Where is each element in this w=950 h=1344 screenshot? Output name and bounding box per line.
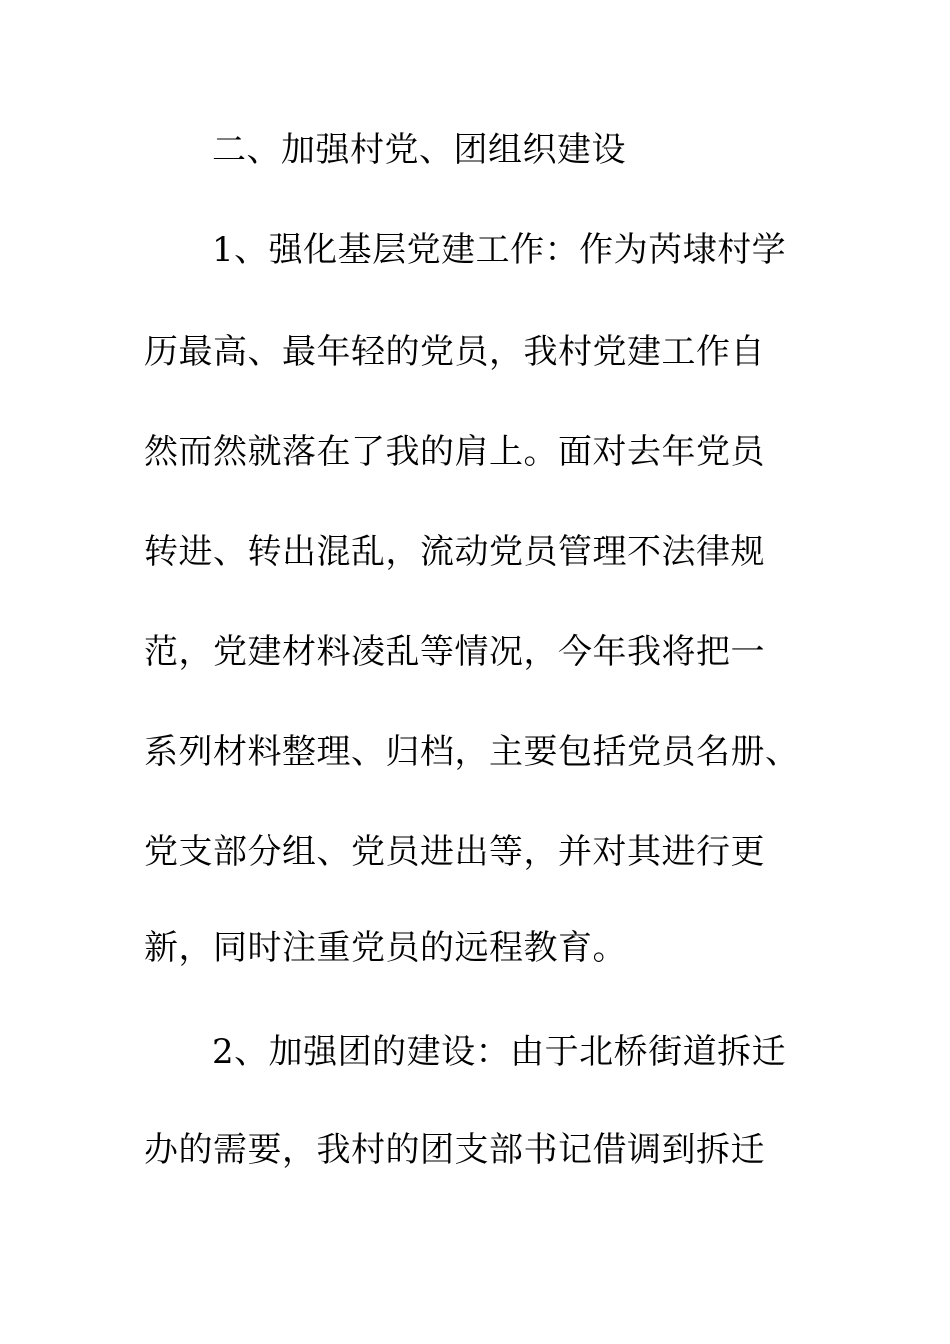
paragraph-1-line-7: 党支部分组、党员进出等，并对其进行更 — [144, 832, 765, 872]
paragraph-1-line-4: 转进、转出混乱，流动党员管理不法律规 — [144, 532, 765, 572]
paragraph-1-line-1: 1、强化基层党建工作：作为芮埭村学 — [212, 230, 787, 270]
paragraph-1-line-5: 范，党建材料凌乱等情况，今年我将把一 — [144, 632, 765, 672]
paragraph-1-line-6: 系列材料整理、归档，主要包括党员名册、 — [144, 732, 800, 772]
paragraph-2-line-2: 办的需要，我村的团支部书记借调到拆迁 — [144, 1130, 765, 1170]
paragraph-1-line-3: 然而然就落在了我的肩上。面对去年党员 — [144, 432, 765, 472]
paragraph-1-line-8: 新，同时注重党员的远程教育。 — [144, 928, 627, 968]
section-heading: 二、加强村党、团组织建设 — [212, 130, 626, 170]
paragraph-1-line-2: 历最高、最年轻的党员，我村党建工作自 — [144, 332, 765, 372]
paragraph-2-line-1: 2、加强团的建设：由于北桥街道拆迁 — [212, 1032, 787, 1072]
